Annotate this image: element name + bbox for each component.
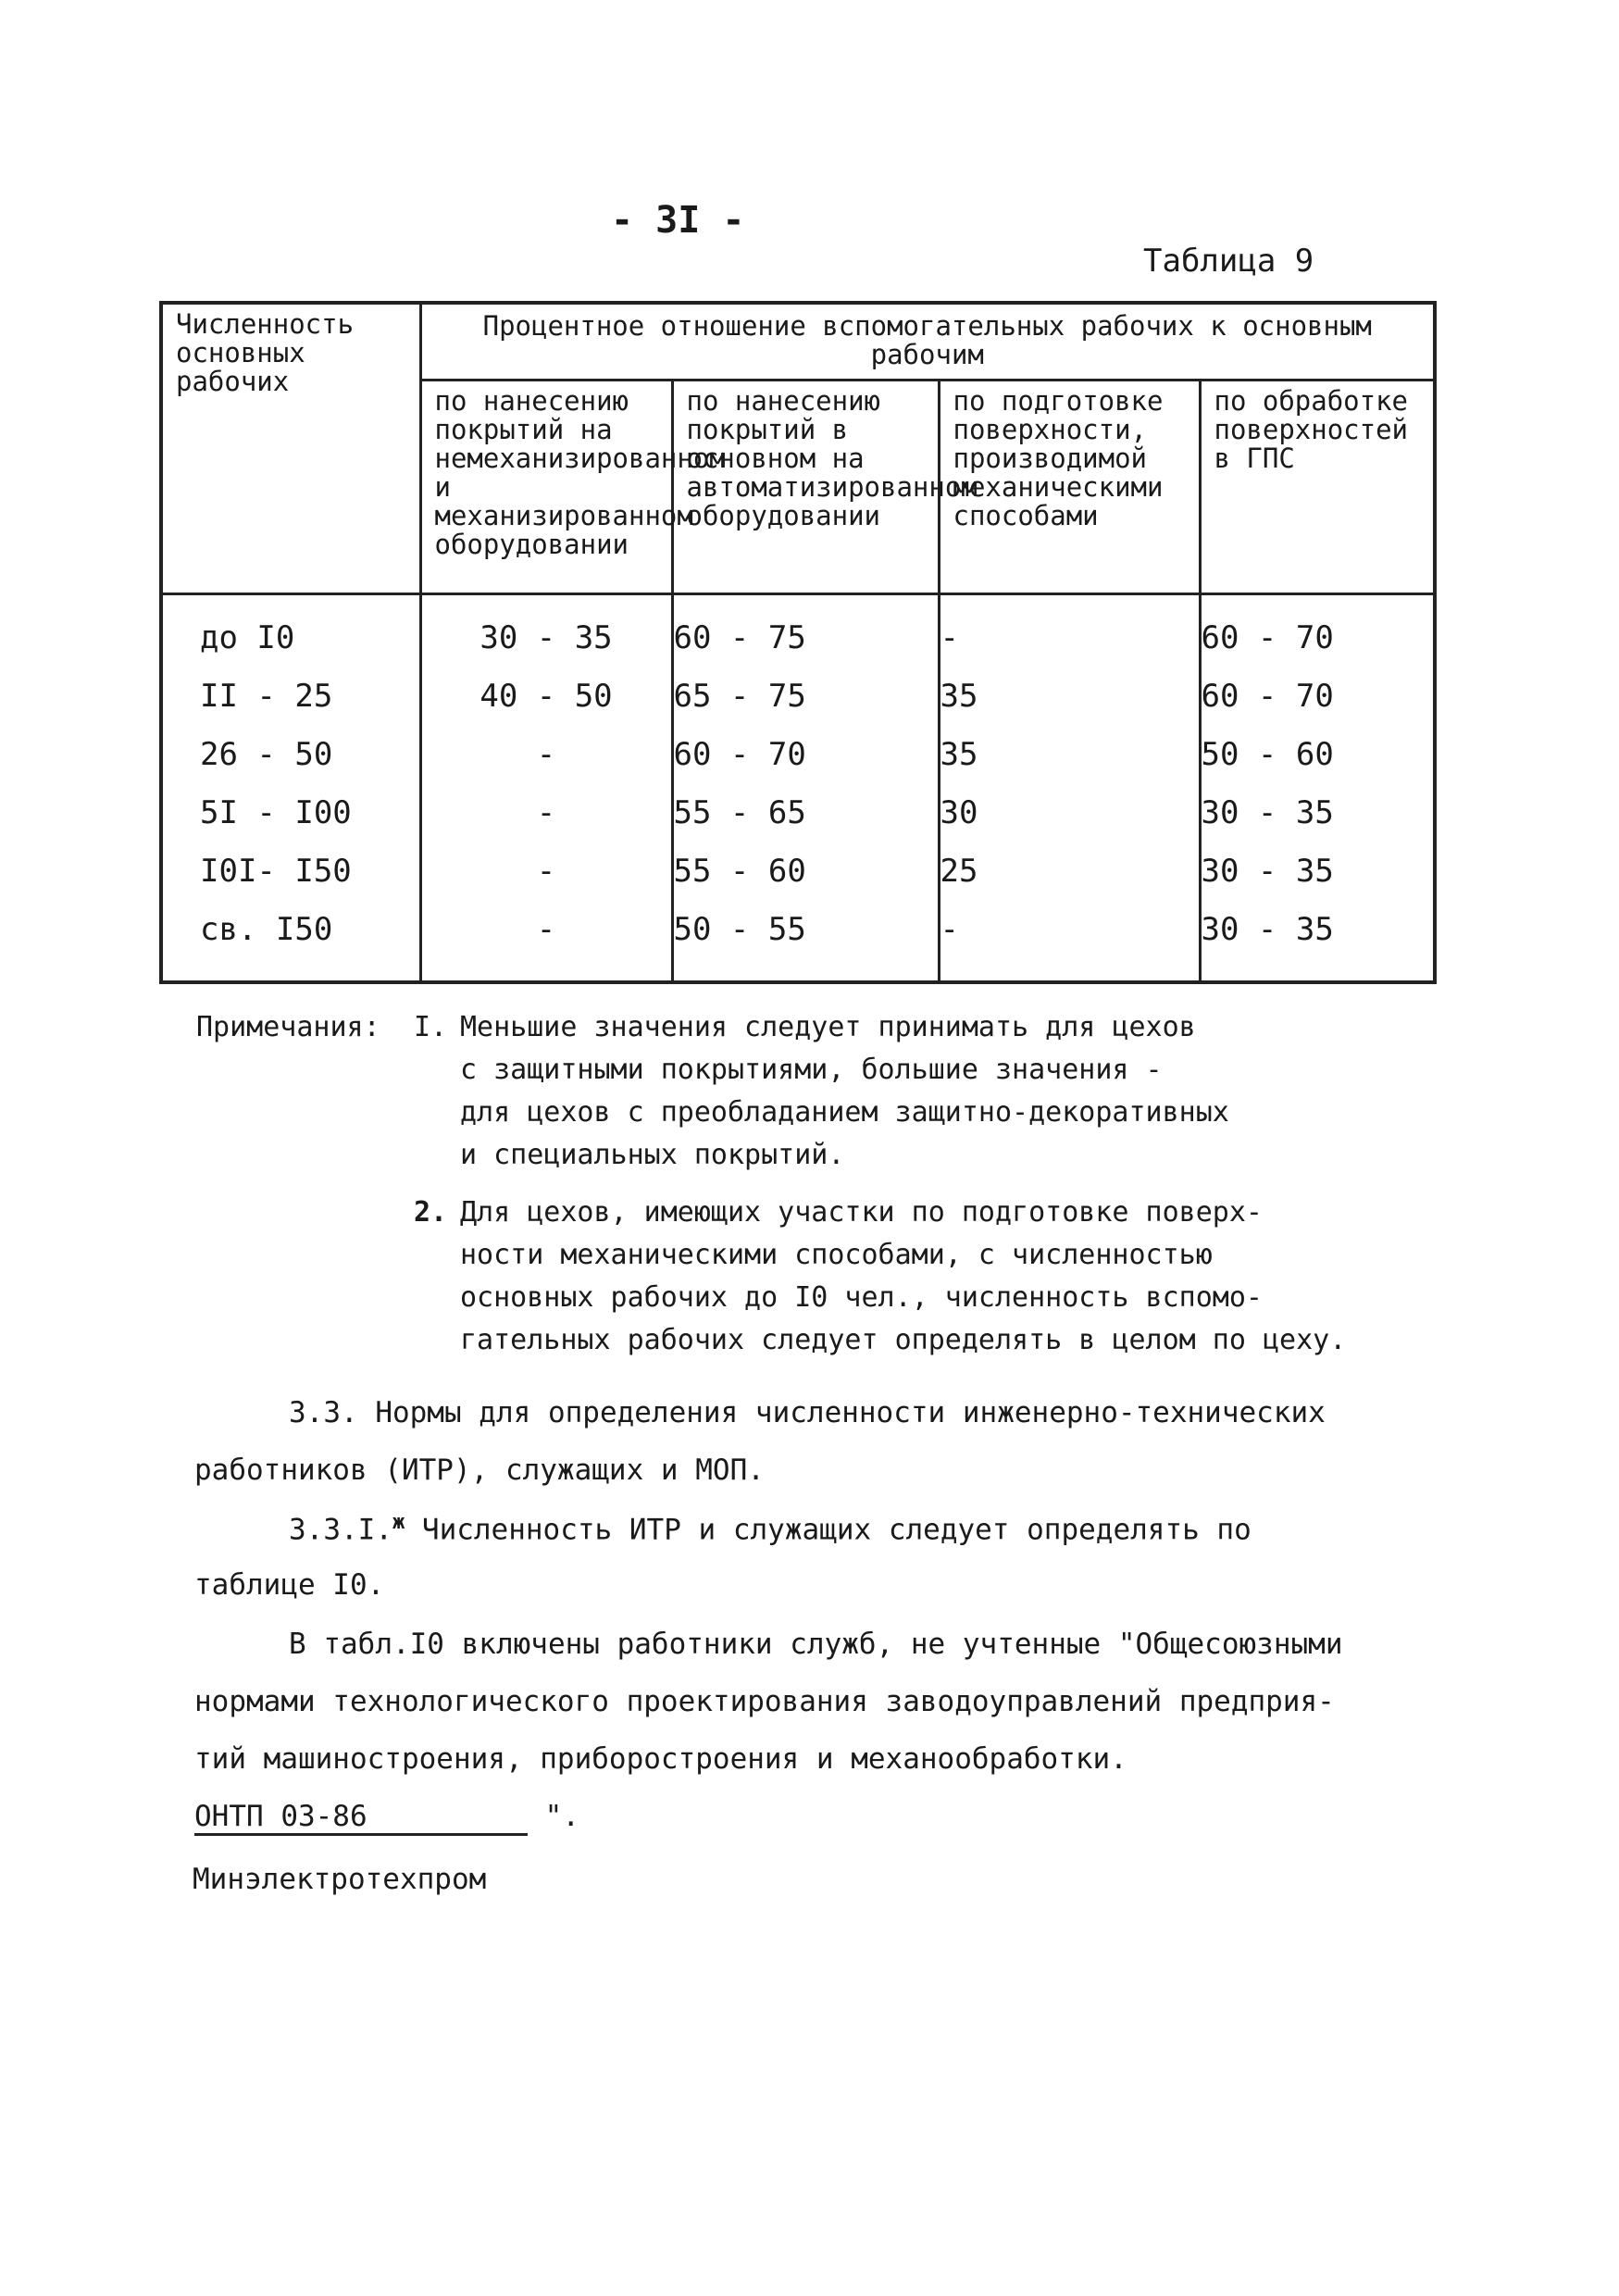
table-caption: Таблица 9 [1143, 243, 1314, 280]
notes-label: Примечания: [196, 1011, 380, 1043]
table-row [161, 594, 1435, 679]
section-number: 3.3.I. [289, 1513, 392, 1547]
table-cell: 35 [939, 736, 1200, 794]
reference-code: ОНТП 03-86 [194, 1800, 528, 1836]
table-cell: 40 - 50 [420, 678, 672, 736]
sub-header-nonmech: по нанесению покрытий на немеханизированном и механизированном оборудовании [420, 381, 672, 594]
table-cell: 60 - 70 [1200, 594, 1435, 679]
table-cell: - [420, 911, 672, 982]
table-cell: 30 - 35 [1200, 911, 1435, 982]
section-3-3-1-heading [289, 1511, 1252, 1546]
note-2-line: Для цехов, имеющих участки по подготовке поверх- [460, 1196, 1263, 1229]
table-cell: - [939, 594, 1200, 679]
note-1-line: Меньшие значения следует принимать для цехов [460, 1011, 1196, 1043]
note-2-line: основных рабочих до I0 чел., численность вспомо- [460, 1281, 1263, 1314]
table-row [161, 794, 1435, 853]
footnote-mark: ж [392, 1511, 405, 1534]
col-header-basic-workers: Численность основных рабочих [161, 303, 420, 594]
table-cell: - [939, 911, 1200, 982]
table-cell: 60 - 70 [1200, 678, 1435, 736]
table-cell: 5I - I00 [161, 794, 420, 853]
note-1-number: I. [414, 1011, 448, 1043]
note-2-number: 2. [414, 1196, 448, 1229]
table-cell: 50 - 55 [672, 911, 939, 982]
note-2-line: ности механическими способами, с численностью [460, 1239, 1213, 1271]
sub-header-automated: по нанесению покрытий в основном на автоматизированном оборудовании [672, 381, 939, 594]
table-cell: 26 - 50 [161, 736, 420, 794]
table-cell: 30 [939, 794, 1200, 853]
note-1-line: для цехов с преобладанием защитно-декоративных [460, 1096, 1229, 1129]
table-cell: св. I50 [161, 911, 420, 982]
note-1-line: с защитными покрытиями, большие значения - [460, 1054, 1163, 1086]
table-cell: - [420, 853, 672, 911]
staffing-table [159, 301, 1437, 984]
reference-closing: ". [544, 1800, 579, 1833]
page-number: - 3I - [611, 199, 745, 242]
sub-header-surface-prep: по подготовке поверхности, производимой механическими способами [939, 381, 1200, 594]
table-cell: 55 - 60 [672, 853, 939, 911]
table-cell: 60 - 70 [672, 736, 939, 794]
table-cell: - [420, 736, 672, 794]
paragraph-line-2: нормами технологического проектирования заводоуправлений предприя- [194, 1685, 1335, 1718]
note-1-line: и специальных покрытий. [460, 1139, 845, 1171]
reference-line [194, 1800, 579, 1836]
table-cell: 25 [939, 853, 1200, 911]
paragraph-line-1: В табл.I0 включены работники служб, не учтенные "Общесоюзными [289, 1628, 1343, 1661]
table-cell: 65 - 75 [672, 678, 939, 736]
table-cell: 30 - 35 [1200, 794, 1435, 853]
table-cell: до I0 [161, 594, 420, 679]
table-cell: 30 - 35 [1200, 853, 1435, 911]
table-cell: 30 - 35 [420, 594, 672, 679]
table-cell: II - 25 [161, 678, 420, 736]
note-2-line: гательных рабочих следует определять в целом по цеху. [460, 1324, 1347, 1356]
table-cell: 55 - 65 [672, 794, 939, 853]
table-cell: - [420, 794, 672, 853]
table-row [161, 678, 1435, 736]
table-cell: I0I- I50 [161, 853, 420, 911]
footer-organization: Минэлектротехпром [193, 1863, 487, 1896]
table-row [161, 911, 1435, 982]
table-row [161, 853, 1435, 911]
group-header-percent: Процентное отношение вспомогательных рабочих к основным рабочим [420, 303, 1435, 381]
table-cell: 50 - 60 [1200, 736, 1435, 794]
section-3-3-1-line-2: таблице I0. [194, 1568, 385, 1602]
table-cell: 35 [939, 678, 1200, 736]
table-row [161, 736, 1435, 794]
section-3-3-1-line-1: Численность ИТР и служащих следует определять по [421, 1513, 1252, 1547]
sub-header-gps: по обработке поверхностей в ГПС [1200, 381, 1435, 594]
table-cell: 60 - 75 [672, 594, 939, 679]
section-3-3-line-2: работников (ИТР), служащих и МОП. [194, 1454, 765, 1487]
section-3-3-line-1: 3.3. Нормы для определения численности инженерно-технических [289, 1396, 1326, 1429]
paragraph-line-3: тий машиностроения, приборостроения и механообработки. [194, 1742, 1127, 1776]
